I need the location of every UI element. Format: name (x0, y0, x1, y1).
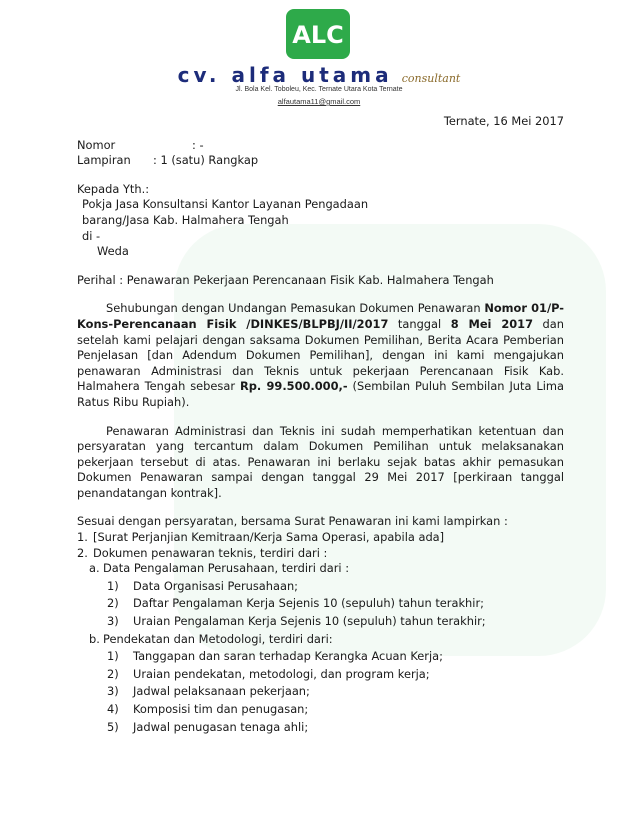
company-brand (0, 63, 638, 87)
paragraph-1 (77, 301, 564, 410)
list-num: 4) (107, 702, 119, 716)
list-text: Jadwal pelaksanaan pekerjaan; (133, 684, 310, 699)
list-item (77, 702, 564, 718)
recipient-line-3: di - (82, 228, 101, 243)
para1-bold-amount: Rp. 99.500.000,- (239, 379, 348, 394)
para1-bold-nomor: Nomor 01/P-Kons-Perencanaan Fisik /DINKES/BLPBJ/II/2017 (77, 301, 564, 331)
company-suffix: consultant (401, 72, 461, 85)
list-text: Data Organisasi Perusahaan; (133, 578, 299, 593)
list-num: a. (89, 561, 100, 576)
para1-text-4: (Sembilan Puluh Sembilan Juta Lima Ratus Ribu Rupiah). (77, 379, 564, 409)
nomor-value: : - (192, 137, 204, 152)
lampiran-label: Lampiran (77, 153, 131, 168)
list-item (77, 720, 564, 736)
para1-text-2: tanggal (388, 316, 451, 331)
company-address: Jl. Bola Kel. Toboleu, Kec. Ternate Utara Kota Ternate (235, 86, 403, 93)
perihal-line: Perihal : Penawaran Pekerjaan Perencanaan Fisik Kab. Halmahera Tengah (77, 272, 494, 287)
list-item (77, 596, 564, 612)
company-email: alfautama11@gmail.com (277, 97, 361, 106)
list-num: 1) (107, 649, 119, 664)
paragraph-2: Penawaran Administrasi dan Teknis ini sudah memperhatikan ketentuan dan persyaratan yang tercantum dalam Dokumen Pemilihan untuk melaksanakan pekerjaan tersebut di atas. Penawaran ini berlaku sejak batas akhir pemasukan Dokumen Penawaran sampai dengan tanggal 29 Mei 2017 [perkiraan tanggal penandatangan kontrak]. (77, 423, 564, 500)
recipient-line-4: Weda (97, 244, 129, 259)
company-logo-icon (286, 9, 350, 59)
list-num: 5) (107, 719, 119, 734)
nomor-row (77, 138, 564, 154)
list-text: [Surat Perjanjian Kemitraan/Kerja Sama Operasi, apabila ada] (93, 530, 445, 545)
list-text: Tanggapan dan saran terhadap Kerangka Acuan Kerja; (133, 649, 443, 664)
list-num: 3) (107, 614, 119, 629)
sublist-item-b (77, 632, 564, 648)
paragraph-3: Sesuai dengan persyaratan, bersama Surat Penawaran ini kami lampirkan : (77, 514, 508, 529)
list-num: 2) (107, 666, 119, 681)
list-num: 1) (107, 578, 119, 593)
list-num: 2) (107, 596, 119, 611)
recipient-line-1: Pokja Jasa Konsultansi Kantor Layanan Pengadaan (82, 197, 369, 212)
lampiran-row (77, 153, 564, 169)
list-item (77, 667, 564, 683)
list-text: Komposisi tim dan penugasan; (133, 702, 309, 716)
lampiran-value: : 1 (satu) Rangkap (153, 153, 259, 168)
sublist-item-a (77, 561, 564, 577)
list-text: Dokumen penawaran teknis, terdiri dari : (93, 545, 328, 560)
place-date: Ternate, 16 Mei 2017 (443, 114, 564, 128)
list-num: b. (89, 631, 100, 646)
list-item (77, 579, 564, 595)
para1-text-1: Sehubungan dengan Undangan Pemasukan Dokumen Penawaran (106, 301, 485, 316)
list-text: Jadwal penugasan tenaga ahli; (133, 719, 309, 734)
list-text: Daftar Pengalaman Kerja Sejenis 10 (sepuluh) tahun terakhir; (133, 596, 484, 611)
recipient-line-2: barang/Jasa Kab. Halmahera Tengah (82, 212, 289, 227)
letter-body (77, 114, 564, 737)
list-item (77, 530, 564, 546)
list-num: 3) (107, 684, 119, 699)
list-item (77, 614, 564, 630)
list-text: Uraian pendekatan, metodologi, dan program kerja; (133, 666, 430, 681)
list-text: Uraian Pengalaman Kerja Sejenis 10 (sepuluh) tahun terakhir; (133, 614, 486, 629)
list-item (77, 546, 564, 562)
kepada-line: Kepada Yth.: (77, 181, 150, 196)
list-text: Data Pengalaman Perusahaan, terdiri dari : (103, 561, 350, 576)
list-num: 2. (77, 545, 88, 560)
para1-text-3: dan setelah kami pelajari dengan saksama Dokumen Pemilihan, Berita Acara Pemberian Penjelasan [dan Adendum Dokumen Pemilihan], dengan ini kami mengajukan penawaran Administrasi dan Teknis untuk pekerjaan Perencanaan Fisik Kab. Halmahera Tengah sebesar (77, 316, 564, 394)
logo-text: ALC (292, 21, 344, 49)
para1-bold-date: 8 Mei 2017 (450, 316, 534, 331)
list-item (77, 649, 564, 665)
nomor-label: Nomor (77, 137, 116, 152)
list-text: Pendekatan dan Metodologi, terdiri dari: (103, 631, 333, 646)
list-num: 1. (77, 530, 88, 545)
list-item (77, 684, 564, 700)
company-name: cv. alfa utama (177, 63, 393, 87)
